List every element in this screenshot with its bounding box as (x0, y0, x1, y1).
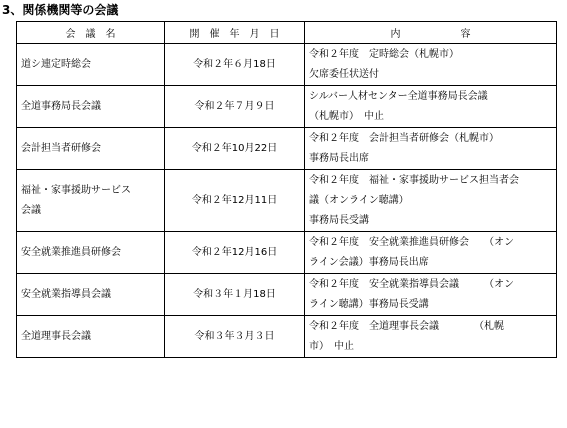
meeting-date-cell: 令和３年１月18日 (165, 274, 305, 316)
table-row (17, 274, 557, 316)
meeting-content-cell (305, 86, 557, 128)
content-line: 令和２年度 全道理事長会議 （札幌 (309, 320, 504, 332)
table-row (17, 128, 557, 170)
content-line: 令和２年度 会計担当者研修会（札幌市） (309, 132, 499, 144)
table-row (17, 170, 557, 232)
content-line: 令和２年度 安全就業指導員会議 （オン (309, 278, 514, 290)
meeting-content-cell (305, 316, 557, 358)
meetings-table (16, 21, 557, 358)
table-row (17, 232, 557, 274)
name-line: 福祉・家事援助サービス (21, 184, 131, 196)
table-row (17, 44, 557, 86)
content-line: 令和２年度 定時総会（札幌市） (309, 48, 459, 60)
meeting-content-cell (305, 44, 557, 86)
table-header-row (17, 22, 557, 44)
content-line: ライン聴講）事務局長受講 (309, 298, 429, 310)
name-line: 会議 (21, 204, 41, 216)
content-line: 事務局長出席 (309, 152, 369, 164)
meeting-name-cell: 全道理事長会議 (17, 316, 165, 358)
meeting-date-cell: 令和２年12月11日 (165, 170, 305, 232)
meeting-name-cell: 道シ連定時総会 (17, 44, 165, 86)
content-line: 市） 中止 (309, 340, 354, 352)
meeting-date-cell: 令和３年３月３日 (165, 316, 305, 358)
meeting-name-cell: 安全就業指導員会議 (17, 274, 165, 316)
content-line: 議（オンライン聴講） (309, 194, 409, 206)
header-date: 開 催 年 月 日 (165, 22, 305, 44)
table-row (17, 316, 557, 358)
content-line: 事務局長受講 (309, 214, 369, 226)
content-line: シルバー人材センター全道事務局長会議 (309, 90, 488, 102)
content-line: 令和２年度 福祉・家事援助サービス担当者会 (309, 174, 519, 186)
meeting-name-cell: 全道事務局長会議 (17, 86, 165, 128)
meeting-content-cell (305, 128, 557, 170)
meeting-name-cell: 安全就業推進員研修会 (17, 232, 165, 274)
content-line: 令和２年度 安全就業推進員研修会 （オン (309, 236, 514, 248)
meeting-date-cell: 令和２年６月18日 (165, 44, 305, 86)
meeting-content-cell (305, 232, 557, 274)
table-row (17, 86, 557, 128)
header-meeting-name: 会 議 名 (17, 22, 165, 44)
meeting-date-cell: 令和２年12月16日 (165, 232, 305, 274)
meeting-content-cell (305, 170, 557, 232)
meeting-name-cell: 会計担当者研修会 (17, 128, 165, 170)
meeting-date-cell: 令和２年10月22日 (165, 128, 305, 170)
content-line: （札幌市） 中止 (309, 110, 384, 122)
section-heading: 3、関係機関等の会議 (2, 3, 119, 17)
meeting-content-cell (305, 274, 557, 316)
content-line: ライン会議）事務局長出席 (309, 256, 429, 268)
header-content: 内 容 (305, 22, 557, 44)
meeting-date-cell: 令和２年７月９日 (165, 86, 305, 128)
content-line: 欠席委任状送付 (309, 68, 379, 80)
meeting-name-cell (17, 170, 165, 232)
